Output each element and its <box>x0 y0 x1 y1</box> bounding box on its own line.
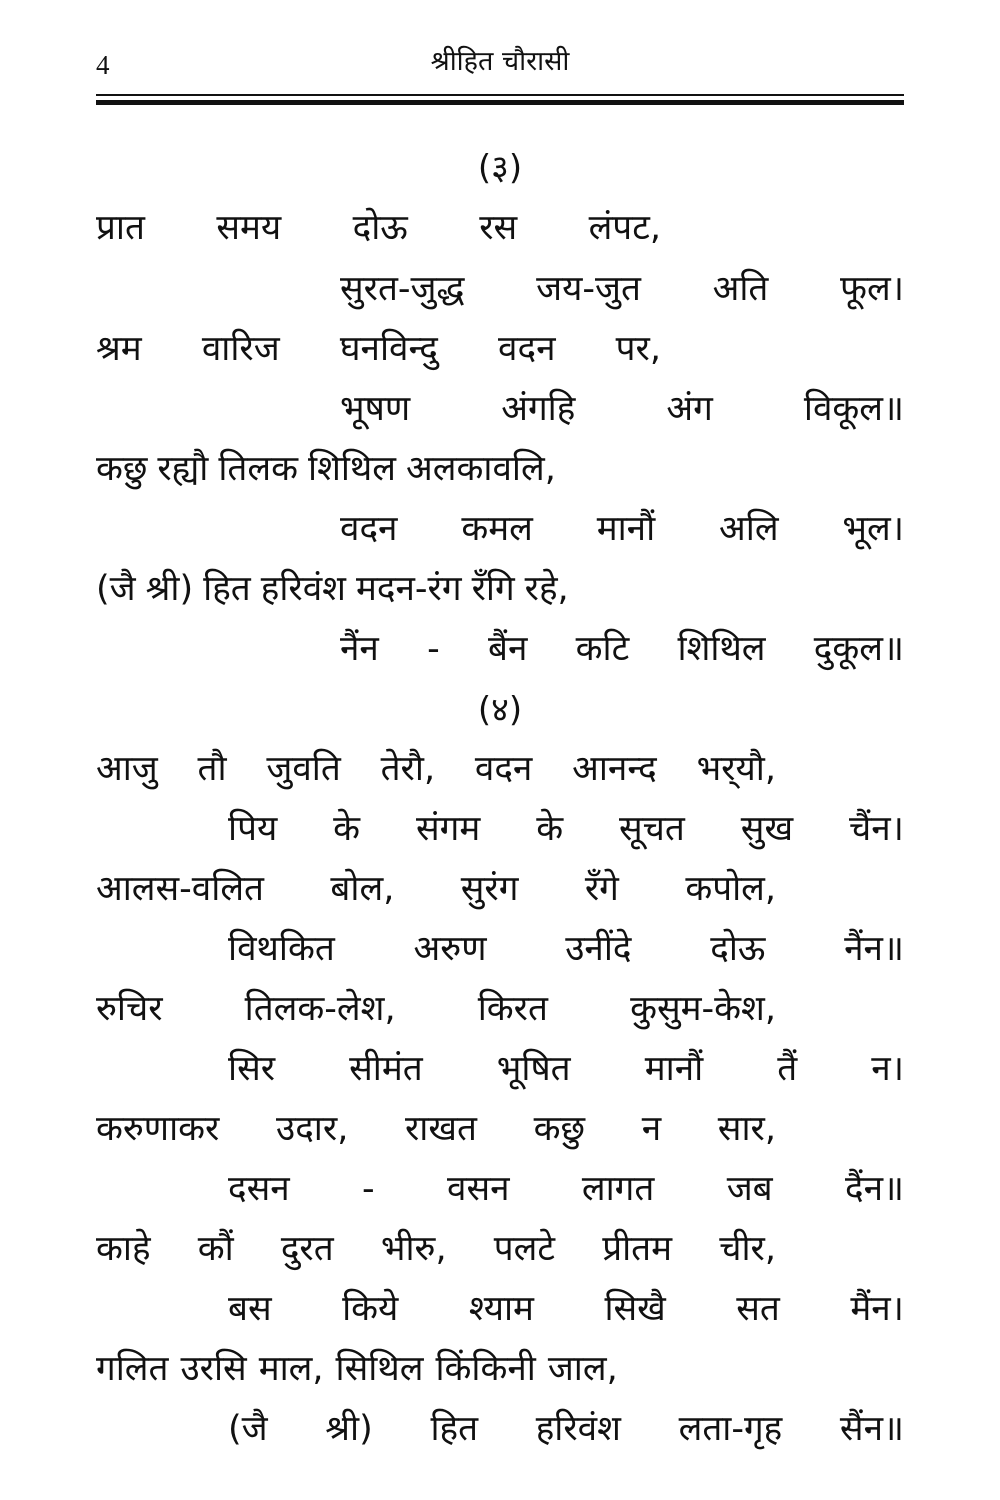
verse-word: आजु <box>96 749 158 789</box>
verse-line <box>96 986 776 1032</box>
verse-line <box>228 806 904 852</box>
verse-word: घनविन्दु <box>339 329 438 369</box>
verse-word: सिखै <box>604 1289 666 1329</box>
verse-word: जाल, <box>547 1349 618 1389</box>
verse-word: तिलक <box>218 449 298 489</box>
verse-word: मदन-रंग <box>355 569 462 609</box>
verse-word: के <box>333 809 361 849</box>
verse-word: (जै <box>228 1409 268 1449</box>
verse-line <box>228 1046 904 1092</box>
verse-word: भर्‌यौ, <box>696 749 776 789</box>
verse-word: वदन <box>498 329 556 369</box>
verse-word: शिथिल <box>308 449 397 489</box>
verse-line <box>96 566 696 612</box>
verse-word: कुसुम-केश, <box>630 989 776 1029</box>
verse-word: हित <box>430 1409 479 1449</box>
verse-word: उनींदे <box>565 929 632 969</box>
verse-word: राखत <box>404 1109 477 1149</box>
verse-word: रुचिर <box>96 989 163 1029</box>
verse-word: पर, <box>615 329 661 369</box>
verse-word: किरत <box>477 989 548 1029</box>
verse-word: रँगि <box>471 569 515 609</box>
verse-line <box>228 1406 904 1452</box>
verse-word: किये <box>342 1289 399 1329</box>
verse-word: अंगहि <box>501 389 576 429</box>
verse-word: सत <box>736 1289 780 1329</box>
verse-word: कछु <box>96 449 148 489</box>
verse-line <box>96 746 776 792</box>
verse-word: विकूल॥ <box>803 389 904 429</box>
verse-word: लंपट, <box>588 208 661 248</box>
verse-word: मानौं <box>596 509 656 549</box>
verse-line <box>340 506 904 552</box>
verse-word: अलकावलि, <box>406 449 556 489</box>
verse-word: जुवति <box>266 749 341 789</box>
verse-word: गलित <box>96 1349 169 1389</box>
verse-word: फूल। <box>840 269 904 309</box>
verse-word: काहे <box>96 1229 151 1269</box>
verse-line <box>96 866 776 912</box>
verse-word: बोल, <box>330 869 395 909</box>
verse-word: तेरौ, <box>380 749 436 789</box>
verse-word: श्री) <box>325 1409 373 1449</box>
verse-word: रस <box>479 208 518 248</box>
verse-word: नैंन <box>340 629 379 669</box>
verse-word: तैं <box>777 1049 798 1089</box>
verse-word: दुरत <box>280 1229 334 1269</box>
verse-word: तौ <box>197 749 227 789</box>
verse-heading: (४) <box>477 690 523 730</box>
verse-word: अलि <box>719 509 779 549</box>
verse-word: भूषण <box>340 389 411 429</box>
verse-word: वसन <box>447 1169 510 1209</box>
verse-word: - <box>427 629 440 669</box>
verse-word: चैंन। <box>849 809 904 849</box>
verse-word: पिय <box>228 809 278 849</box>
verse-word: दसन <box>228 1169 290 1209</box>
verse-line <box>96 1106 776 1152</box>
verse-word: आनन्द <box>572 749 657 789</box>
verse-line <box>228 1286 904 1332</box>
verse-word: आलस-वलित <box>96 869 264 909</box>
verse-word: सुरंग <box>460 869 519 909</box>
verse-word: हरिवंश <box>535 1409 621 1449</box>
verse-line <box>96 1226 776 1272</box>
verse-word: समय <box>216 208 282 248</box>
verse-word: दुकूल॥ <box>813 629 904 669</box>
verse-word: उदार, <box>276 1109 349 1149</box>
verse-word: भूषित <box>496 1049 571 1089</box>
verse-line <box>228 926 904 972</box>
verse-word: जब <box>726 1169 773 1209</box>
verse-line <box>340 266 904 312</box>
header-rule-thin <box>96 94 904 96</box>
verse-word: कौं <box>197 1229 234 1269</box>
verse-word: उरसि <box>180 1349 247 1389</box>
verse-word: संगम <box>415 809 481 849</box>
verse-word: नैंन॥ <box>844 929 904 969</box>
verse-word: किंकिनी <box>435 1349 536 1389</box>
verse-word: श्रम <box>96 329 142 369</box>
verse-word: भीरु, <box>380 1229 447 1269</box>
verse-word: करुणाकर <box>96 1109 220 1149</box>
verse-word: अंग <box>666 389 713 429</box>
verse-word: सुख <box>740 809 794 849</box>
verse-word: दैंन॥ <box>845 1169 904 1209</box>
verse-word: - <box>362 1169 375 1209</box>
verse-word: रहे, <box>524 569 569 609</box>
verse-word: तिलक-लेश, <box>244 989 396 1029</box>
verse-line <box>96 326 661 372</box>
verse-word: सिर <box>228 1049 276 1089</box>
verse-word: मैंन। <box>850 1289 904 1329</box>
verse-word: वारिज <box>201 329 280 369</box>
verse-word: अरुण <box>413 929 487 969</box>
verse-word: न। <box>871 1049 904 1089</box>
verse-word: सुरत-जुद्ध <box>340 269 465 309</box>
verse-word: (जै <box>96 569 136 609</box>
verse-word: प्रीतम <box>602 1229 673 1269</box>
verse-line <box>96 205 661 251</box>
verse-word: सिथिल <box>335 1349 424 1389</box>
verse-word: वदन <box>474 749 533 789</box>
verse-word: कमल <box>461 509 533 549</box>
verse-word: मानौं <box>644 1049 704 1089</box>
verse-word: कछु <box>533 1109 586 1149</box>
verse-word: अति <box>712 269 769 309</box>
verse-word: सार, <box>717 1109 776 1149</box>
verse-word: विथकित <box>228 929 335 969</box>
verse-word: दोऊ <box>710 929 766 969</box>
verse-line <box>228 1166 904 1212</box>
verse-word: वदन <box>340 509 398 549</box>
verse-word: सैंन॥ <box>839 1409 904 1449</box>
verse-word: न <box>641 1109 662 1149</box>
verse-line <box>96 1346 776 1392</box>
running-title: श्रीहित चौरासी <box>430 46 570 77</box>
verse-word: लागत <box>581 1169 655 1209</box>
header-rule-thick <box>96 100 904 105</box>
verse-line <box>96 446 696 492</box>
verse-word: रह्यौ <box>157 449 209 489</box>
verse-word: कटि <box>575 629 630 669</box>
verse-word: के <box>536 809 564 849</box>
verse-word: बैंन <box>488 629 528 669</box>
verse-word: श्री) <box>145 569 194 609</box>
verse-heading: (३) <box>477 148 523 188</box>
verse-word: हित <box>203 569 251 609</box>
verse-word: चीर, <box>719 1229 776 1269</box>
verse-word: जय-जुत <box>536 269 641 309</box>
verse-word: श्याम <box>468 1289 534 1329</box>
verse-word: बस <box>228 1289 272 1329</box>
verse-word: शिथिल <box>677 629 766 669</box>
verse-word: भूल। <box>842 509 904 549</box>
verse-word: लता-गृह <box>678 1409 783 1449</box>
verse-line <box>340 626 904 672</box>
verse-line <box>340 386 904 432</box>
verse-word: पलटे <box>493 1229 556 1269</box>
verse-word: कपोल, <box>685 869 776 909</box>
verse-word: माल, <box>258 1349 324 1389</box>
verse-word: प्रात <box>96 208 145 248</box>
verse-word: सूचत <box>619 809 685 849</box>
verse-word: हरिवंश <box>260 569 346 609</box>
page-number: 4 <box>96 50 110 80</box>
verse-word: रँगे <box>584 869 619 909</box>
verse-word: सीमंत <box>349 1049 423 1089</box>
verse-word: दोऊ <box>352 208 408 248</box>
